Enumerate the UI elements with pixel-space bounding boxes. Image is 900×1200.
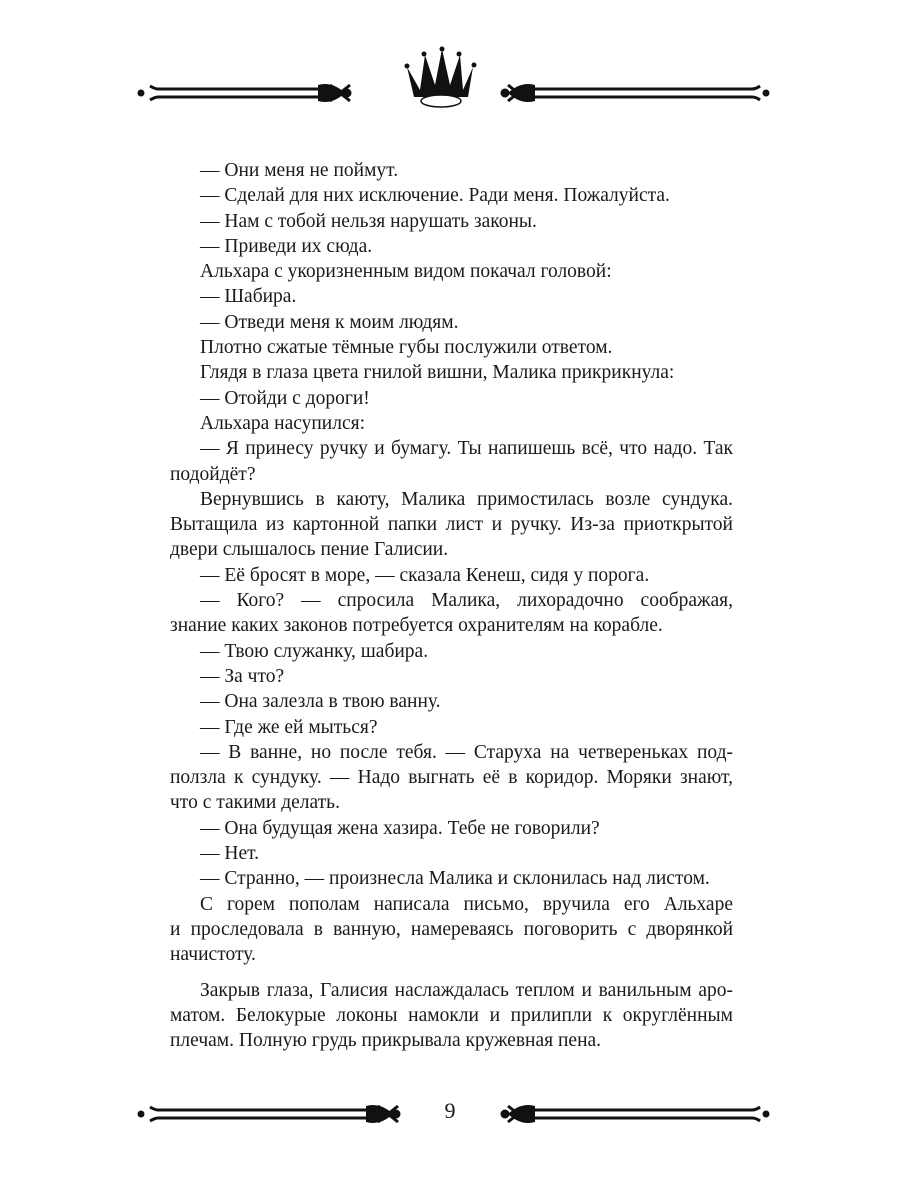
text-line: — Шабира.	[200, 286, 297, 308]
paragraph	[170, 310, 733, 335]
body-text	[170, 158, 733, 1053]
text-line: — Кого? — спросила Малика, лихорадочно соображая,	[200, 590, 733, 612]
text-line: С горем пополам написала письмо, вручила его Альхаре	[200, 893, 733, 915]
paragraph	[170, 841, 733, 866]
paragraph	[170, 411, 733, 436]
text-line: и проследовала в ванную, намереваясь поговорить с дворянкой	[170, 918, 733, 940]
text-line: — Она будущая жена хазира. Тебе не говорили?	[200, 817, 600, 839]
text-line: подойдёт?	[170, 463, 256, 485]
text-line: — Она залезла в твою ванну.	[200, 691, 441, 713]
text-line: — Я принесу ручку и бумагу. Ты напишешь всё, что надо. Так	[200, 438, 733, 460]
paragraph	[170, 689, 733, 714]
text-line: Альхара с укоризненным видом покачал головой:	[200, 261, 612, 283]
text-line: — В ванне, но после тебя. — Старуха на четвереньках под-	[200, 741, 733, 763]
left-flourish	[138, 84, 352, 102]
paragraph	[170, 715, 733, 740]
page-number: 9	[444, 1098, 456, 1123]
paragraph	[170, 360, 733, 385]
paragraph	[170, 563, 733, 588]
text-line: Вытащила из картонной папки лист и ручку. Из-за приоткрытой	[170, 514, 733, 536]
text-line: Плотно сжатые тёмные губы послужили ответом.	[200, 337, 613, 359]
text-line: двери слышалось пение Галисии.	[170, 539, 449, 561]
right-flourish	[501, 84, 770, 102]
paragraph	[170, 436, 733, 487]
text-line: что с такими делать.	[170, 792, 340, 814]
text-line: — Они меня не поймут.	[200, 160, 399, 181]
text-line: — Её бросят в море, — сказала Кенеш, сидя у порога.	[200, 564, 650, 586]
text-line: — Приведи их сюда.	[200, 235, 373, 257]
paragraph	[170, 740, 733, 816]
paragraph	[170, 335, 733, 360]
paragraph	[170, 284, 733, 309]
text-line: — Нам с тобой нельзя нарушать законы.	[200, 210, 537, 232]
paragraph	[170, 664, 733, 689]
text-line: — Отведи меня к моим людям.	[200, 311, 459, 333]
text-line: Глядя в глаза цвета гнилой вишни, Малика прикрикнула:	[200, 362, 675, 384]
text-line: знание каких законов потребуется охранителям на корабле.	[170, 615, 663, 637]
text-line: — Отойди с дороги!	[200, 387, 370, 409]
paragraph	[170, 816, 733, 841]
paragraph	[170, 259, 733, 284]
paragraph	[170, 588, 733, 639]
text-line: — За что?	[200, 665, 285, 687]
text-line: матом. Белокурые локоны намокли и прилипли к округлённым	[170, 1004, 733, 1026]
paragraph	[170, 386, 733, 411]
paragraph	[170, 487, 733, 563]
text-line: — Сделай для них исключение. Ради меня. Пожалуйста.	[200, 185, 670, 207]
text-line: — Где же ей мыться?	[200, 716, 378, 738]
paragraph	[170, 234, 733, 259]
paragraph	[170, 639, 733, 664]
text-line: ползла к сундуку. — Надо выгнать её в коридор. Моряки знают,	[170, 767, 733, 789]
paragraph	[170, 892, 733, 968]
paragraph	[170, 866, 733, 891]
text-line: — Твою служанку, шабира.	[200, 640, 429, 662]
paragraph	[170, 158, 733, 183]
header-ornament	[0, 45, 900, 125]
paragraph	[170, 183, 733, 208]
text-line: плечам. Полную грудь прикрывала кружевная пена.	[170, 1030, 602, 1052]
paragraph	[170, 978, 733, 1054]
paragraph	[170, 209, 733, 234]
crown-icon	[405, 47, 477, 108]
text-line: — Нет.	[200, 843, 260, 865]
text-line: Альхара насупился:	[200, 412, 366, 434]
text-line: — Странно, — произнесла Малика и склонилась над листом.	[200, 868, 710, 890]
text-line: Закрыв глаза, Галисия наслаждалась теплом и ванильным аро-	[200, 979, 733, 1001]
text-line: Вернувшись в каюту, Малика примостилась возле сундука.	[200, 488, 733, 510]
text-line: начистоту.	[170, 944, 256, 966]
